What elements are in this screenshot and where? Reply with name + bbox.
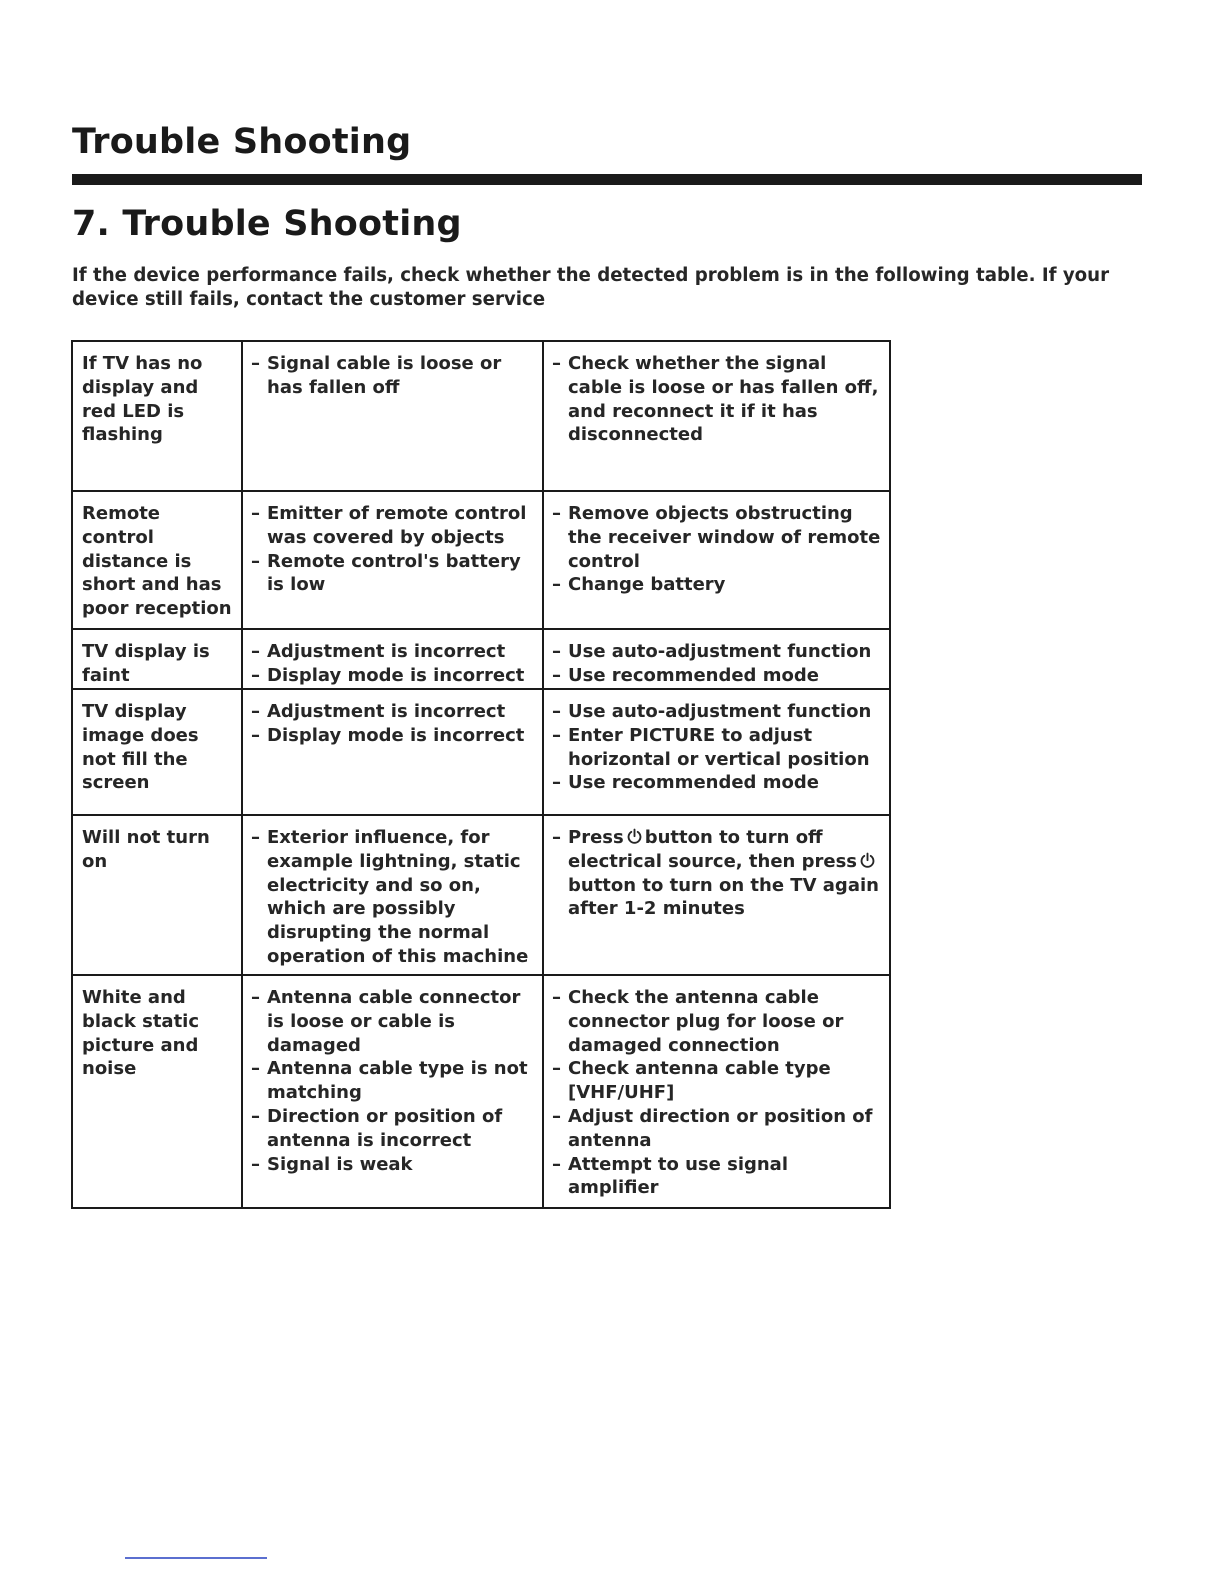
solutions-cell [543, 629, 890, 689]
footer-link-underline [125, 1557, 267, 1559]
list-item: – Direction or position of antenna is incorrect [251, 1105, 536, 1153]
list-item: – Adjustment is incorrect [251, 640, 536, 664]
list-item: – Adjustment is incorrect [251, 700, 536, 724]
causes-cell [242, 815, 543, 975]
list-item: – Attempt to use signal amplifier [552, 1153, 883, 1201]
power-icon [859, 852, 876, 869]
list-item: – Display mode is incorrect [251, 724, 536, 748]
list-item: – Remote control's battery is low [251, 550, 536, 598]
list-item [552, 826, 883, 921]
solution-text-press: Press [568, 827, 624, 848]
list-item: – Use auto-adjustment function [552, 700, 883, 724]
solutions-cell [543, 975, 890, 1208]
list-item: – Antenna cable type is not matching [251, 1057, 536, 1105]
causes-list [251, 352, 536, 400]
causes-cell [242, 341, 543, 491]
list-item: – Use recommended mode [552, 664, 883, 688]
list-item: – Exterior influence, for example lightning, static electricity and so on, which are possibly disrupting the normal operation of this machine [251, 826, 536, 969]
causes-cell [242, 629, 543, 689]
list-item: – Adjust direction or position of antenna [552, 1105, 883, 1153]
list-item: – Remove objects obstructing the receiver window of remote control [552, 502, 883, 573]
table-row [72, 629, 890, 689]
solutions-cell [543, 689, 890, 815]
solutions-list [552, 986, 883, 1200]
list-item: – Enter PICTURE to adjust horizontal or vertical position [552, 724, 883, 772]
solutions-list [552, 502, 883, 597]
causes-list [251, 502, 536, 597]
section-title: 7. Trouble Shooting [72, 204, 462, 244]
list-item: – Check antenna cable type [VHF/UHF] [552, 1057, 883, 1105]
intro-paragraph: If the device performance fails, check whether the detected problem is in the following table. If your device still fails, contact the customer service [72, 265, 1110, 310]
list-item: – Display mode is incorrect [251, 664, 536, 688]
causes-list [251, 986, 536, 1176]
table-row [72, 975, 890, 1208]
list-item: – Use recommended mode [552, 771, 883, 795]
header-title: Trouble Shooting [72, 122, 412, 162]
problem-cell: TV display is faint [72, 629, 242, 689]
problem-cell: Will not turn on [72, 815, 242, 975]
problem-cell: Remote control distance is short and has poor reception [72, 491, 242, 629]
list-item: – Change battery [552, 573, 883, 597]
solutions-cell [543, 491, 890, 629]
causes-cell [242, 491, 543, 629]
solutions-list [552, 640, 883, 688]
problem-cell: White and black static picture and noise [72, 975, 242, 1208]
solutions-list [552, 352, 883, 447]
causes-cell [242, 689, 543, 815]
solution-text-middle: button to turn off electrical source, then press [568, 827, 858, 872]
causes-cell [242, 975, 543, 1208]
list-item: – Antenna cable connector is loose or cable is damaged [251, 986, 536, 1057]
power-icon [626, 828, 643, 845]
table-row [72, 341, 890, 491]
solutions-cell [543, 341, 890, 491]
problem-cell: TV display image does not fill the screen [72, 689, 242, 815]
problem-cell: If TV has no display and red LED is flashing [72, 341, 242, 491]
causes-list [251, 640, 536, 688]
list-item: – Signal is weak [251, 1153, 536, 1177]
table-row [72, 689, 890, 815]
solutions-cell [543, 815, 890, 975]
causes-list [251, 700, 536, 748]
list-item: – Check whether the signal cable is loose or has fallen off, and reconnect it if it has disconnected [552, 352, 883, 447]
list-item: – Emitter of remote control was covered by objects [251, 502, 536, 550]
solution-text-end: button to turn on the TV again after 1-2 minutes [568, 874, 879, 920]
list-item: – Check the antenna cable connector plug for loose or damaged connection [552, 986, 883, 1057]
solutions-list [552, 700, 883, 795]
causes-list [251, 826, 536, 969]
list-item: – Use auto-adjustment function [552, 640, 883, 664]
solutions-list [552, 826, 883, 921]
table-row [72, 815, 890, 975]
list-item: – Signal cable is loose or has fallen off [251, 352, 536, 400]
trouble-table [71, 340, 891, 1209]
table-row [72, 491, 890, 629]
header-rule [72, 174, 1142, 185]
